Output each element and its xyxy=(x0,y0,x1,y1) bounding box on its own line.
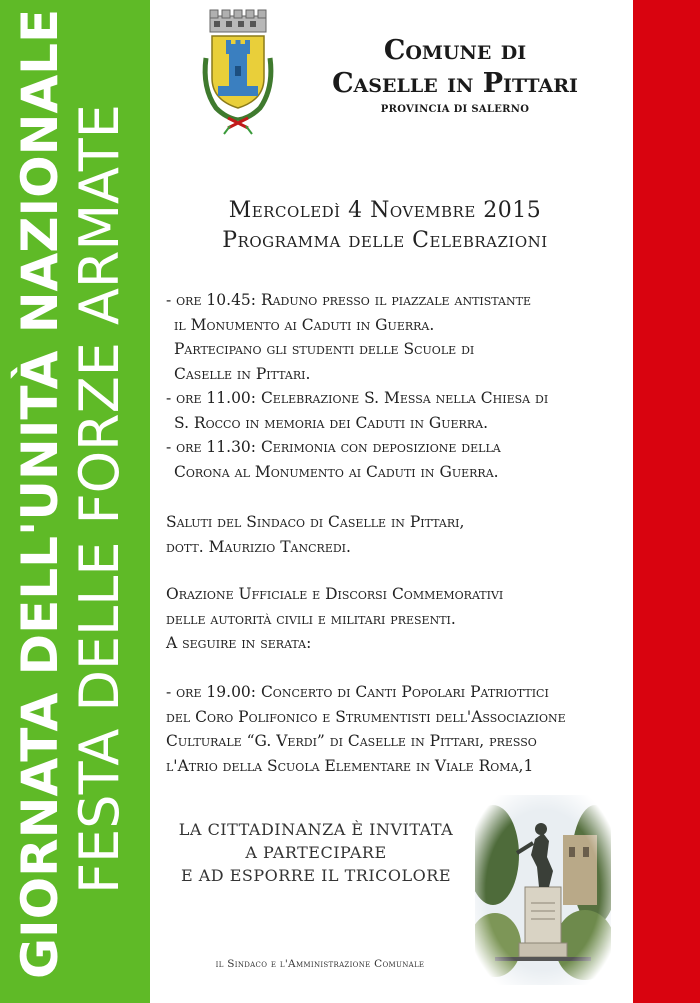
official-oration xyxy=(166,582,503,656)
program-line: - ore 11.30: Cerimonia con deposizione della xyxy=(166,438,501,456)
evening-line: del Coro Polifonico e Strumentisti dell'Associazione xyxy=(166,707,566,726)
invitation-line: LA CITTADINANZA È INVITATA xyxy=(178,820,454,839)
citizen-invitation xyxy=(166,818,466,887)
footer-signature: il Sindaco e l'Amministrazione Comunale xyxy=(215,958,425,970)
oration-line: delle autorità civili e militari presenti. xyxy=(166,609,456,628)
program-line: il Monumento ai Caduti in Guerra. xyxy=(174,315,435,334)
sidebar-subtitle: FESTA DELLE FORZE ARMATE xyxy=(68,104,131,894)
program-line: Caselle in Pittari. xyxy=(174,364,311,383)
province-label: PROVINCIA DI SALERNO xyxy=(380,104,530,115)
program-line: - ore 10.45: Raduno presso il piazzale antistante xyxy=(166,291,531,309)
evening-line: - ore 19.00: Concerto di Canti Popolari Patriottici xyxy=(166,683,549,701)
greeting-line: Saluti del Sindaco di Caselle in Pittari, xyxy=(166,513,465,531)
greeting-line: dott. Maurizio Tancredi. xyxy=(166,537,351,556)
coat-of-arms-icon xyxy=(196,8,280,136)
oration-line: A seguire in serata: xyxy=(166,634,312,652)
program-heading: Programma delle Celebrazioni xyxy=(222,228,548,253)
event-heading xyxy=(160,196,610,256)
program-line: Partecipano gli studenti delle Scuole di xyxy=(174,340,475,358)
evening-program xyxy=(166,680,566,778)
green-flag-band xyxy=(0,0,150,1003)
invitation-line: A PARTECIPARE xyxy=(245,843,387,862)
municipality-title-line1: Comune di xyxy=(383,35,527,66)
war-memorial-photo xyxy=(475,795,611,985)
program-line: S. Rocco in memoria dei Caduti in Guerra. xyxy=(174,413,488,432)
municipality-title xyxy=(305,34,605,100)
evening-line: Culturale “G. Verdi” di Caselle in Pittari, presso xyxy=(166,732,537,750)
mayor-greetings xyxy=(166,510,464,559)
morning-program xyxy=(166,288,548,484)
invitation-line: E AD ESPORRE IL TRICOLORE xyxy=(180,866,451,885)
event-date: Mercoledì 4 Novembre 2015 xyxy=(228,198,542,223)
red-flag-band xyxy=(633,0,700,1003)
evening-line: l'Atrio della Scuola Elementare in Viale Roma,1 xyxy=(166,756,534,775)
municipality-title-line2: Caselle in Pittari xyxy=(332,68,578,99)
program-line: Corona al Monumento ai Caduti in Guerra. xyxy=(174,462,499,481)
program-line: - ore 11.00: Celebrazione S. Messa nella Chiesa di xyxy=(166,389,549,407)
sidebar-title: GIORNATA DELL'UNITÀ NAZIONALE xyxy=(11,8,69,979)
oration-line: Orazione Ufficiale e Discorsi Commemorativi xyxy=(166,585,504,603)
